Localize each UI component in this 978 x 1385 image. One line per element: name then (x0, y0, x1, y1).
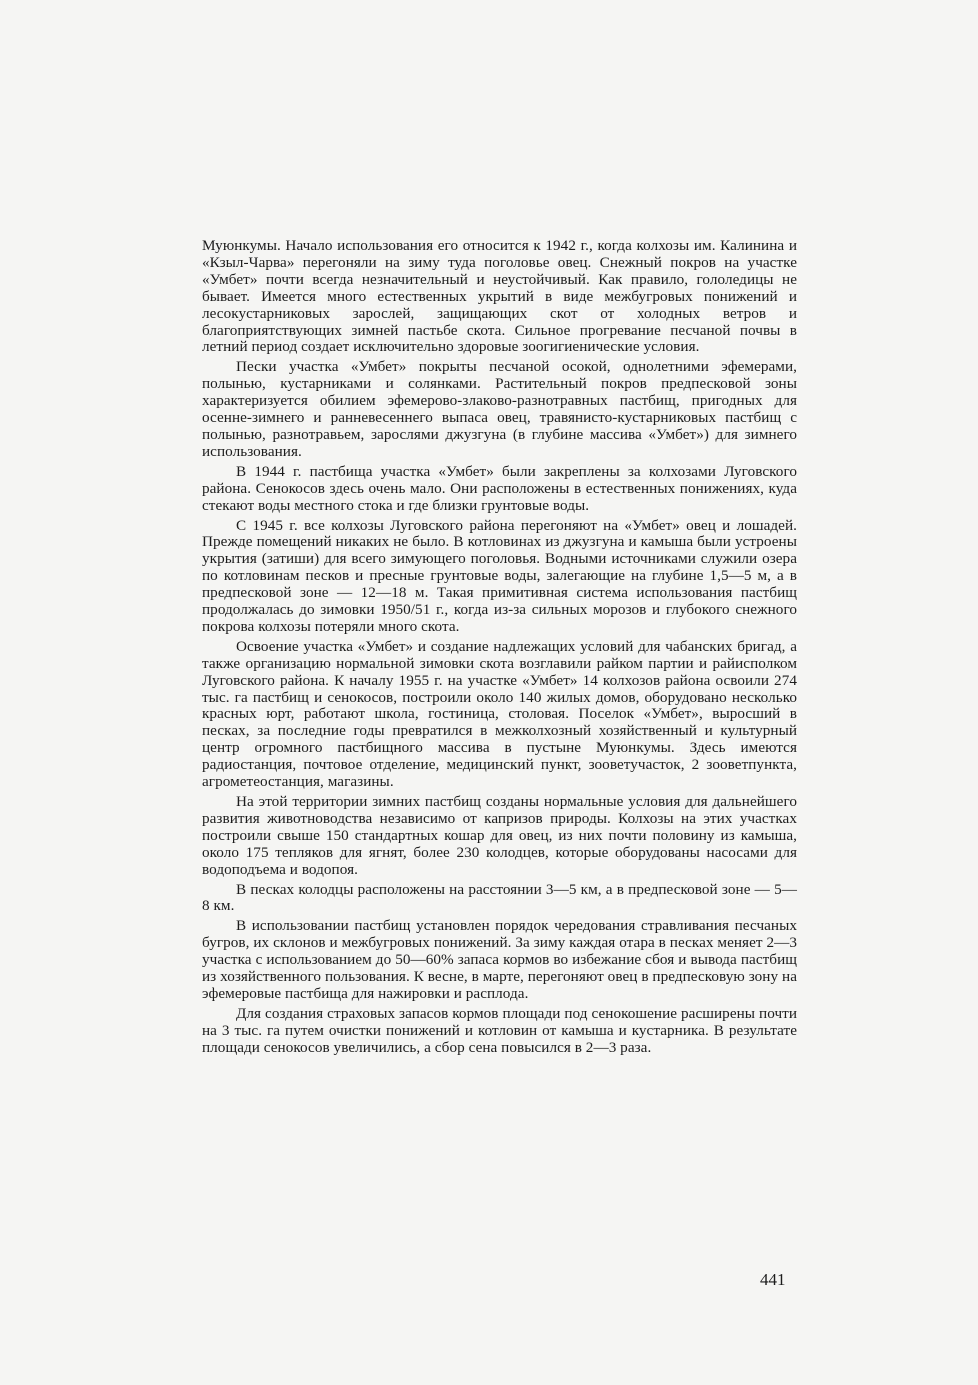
body-text (202, 238, 797, 1060)
paragraph-9: Для создания страховых запасов кормов площади под сенокошение расширены почти на 3 тыс. га путем очистки понижений и котловин от камыша и кустарника. В результате площади сенокосов увеличились, а сбор сена повысился в 2—3 раза. (202, 1004, 797, 1056)
paragraph-2: Пески участка «Умбет» покрыты песчаной осокой, однолетними эфемерами, полынью, кустарниками и солянками. Растительный покров предпесковой зоны характеризуется обилием эфемерово-злаково-разнотравных пастбищ, пригодных для осенне-зимнего и ранневесеннего выпаса овец, травянисто-кустарниковых пастбищ с полынью, разнотравьем, зарослями джузгуна (в глубине массива «Умбет») для зимнего использования. (202, 358, 797, 460)
page-number: 441 (760, 1270, 786, 1289)
paragraph-3: В 1944 г. пастбища участка «Умбет» были закреплены за колхозами Луговского района. Сенокосов здесь очень мало. Они расположены в естественных понижениях, куда стекают воды местного стока и где близки грунтовые воды. (202, 462, 797, 514)
paragraph-6: На этой территории зимних пастбищ созданы нормальные условия для дальнейшего развития животноводства независимо от капризов природы. Колхозы на этих участках построили свыше 150 стандартных кошар для овец, из них почти половину из камыша, около 175 тепляков для ягнят, более 230 колодцев, которые оборудованы насосами для водоподъема и водопоя. (202, 793, 797, 878)
paragraph-1: Муюнкумы. Начало использования его относится к 1942 г., когда колхозы им. Калинина и «Кзыл-Чарва» перегоняли на зиму туда поголовье овец. Снежный покров на участке «Умбет» почти всегда незначительный и неустойчивый. Как правило, гололедицы не бывает. Имеется много естественных укрытий в виде межбугровых понижений и лесокустарниковых зарослей, защищающих скот от холодных ветров и благоприятствующих зимней пастьбе скота. Сильное прогревание песчаной почвы в летний период создает исключительно здоровые зоогигиенические условия. (202, 237, 797, 356)
paragraph-8: В использовании пастбищ установлен порядок чередования стравливания песчаных бугров, их склонов и межбугровых понижений. За зиму каждая отара в песках меняет 2—3 участка с использованием до 50—60% запаса кормов во избежание сбоя и вывода пастбищ из хозяйственного пользования. К весне, в марте, перегоняют овец в предпесковую зону на эфемеровые пастбища для нажировки и расплода. (202, 917, 797, 1002)
paragraph-5: Освоение участка «Умбет» и создание надлежащих условий для чабанских бригад, а также организацию нормальной зимовки скота возглавили райком партии и райисполком Луговского района. К началу 1955 г. на участке «Умбет» 14 колхозов района освоили 274 тыс. га пастбищ и сенокосов, построили около 140 жилых домов, оборудовано несколько красных юрт, работают школа, гостиница, столовая. Поселок «Умбет», выросший в песках, за последние годы превратился в межколхозный хозяйственный и культурный центр огромного пастбищного массива в пустыне Муюнкумы. Здесь имеются радиостанция, почтовое отделение, медицинский пункт, зооветучасток, 2 зооветпункта, агрометеостанция, магазины. (202, 637, 797, 791)
paragraph-4: С 1945 г. все колхозы Луговского района перегоняют на «Умбет» овец и лошадей. Прежде помещений никаких не было. В котловинах из джузгуна и камыша были устроены укрытия (затиши) для всего зимующего поголовья. Водными источниками служили озера по котловинам песков и пресные грунтовые воды, залегающие на глубине 1,5—5 м, а в предпесковой зоне — 12—18 м. Такая примитивная система использования пастбищ продолжалась до зимовки 1950/51 г., когда из-за сильных морозов и глубокого снежного покрова колхозы потеряли много скота. (202, 516, 797, 635)
paragraph-7: В песках колодцы расположены на расстоянии 3—5 км, а в предпесковой зоне — 5—8 км. (202, 880, 797, 915)
